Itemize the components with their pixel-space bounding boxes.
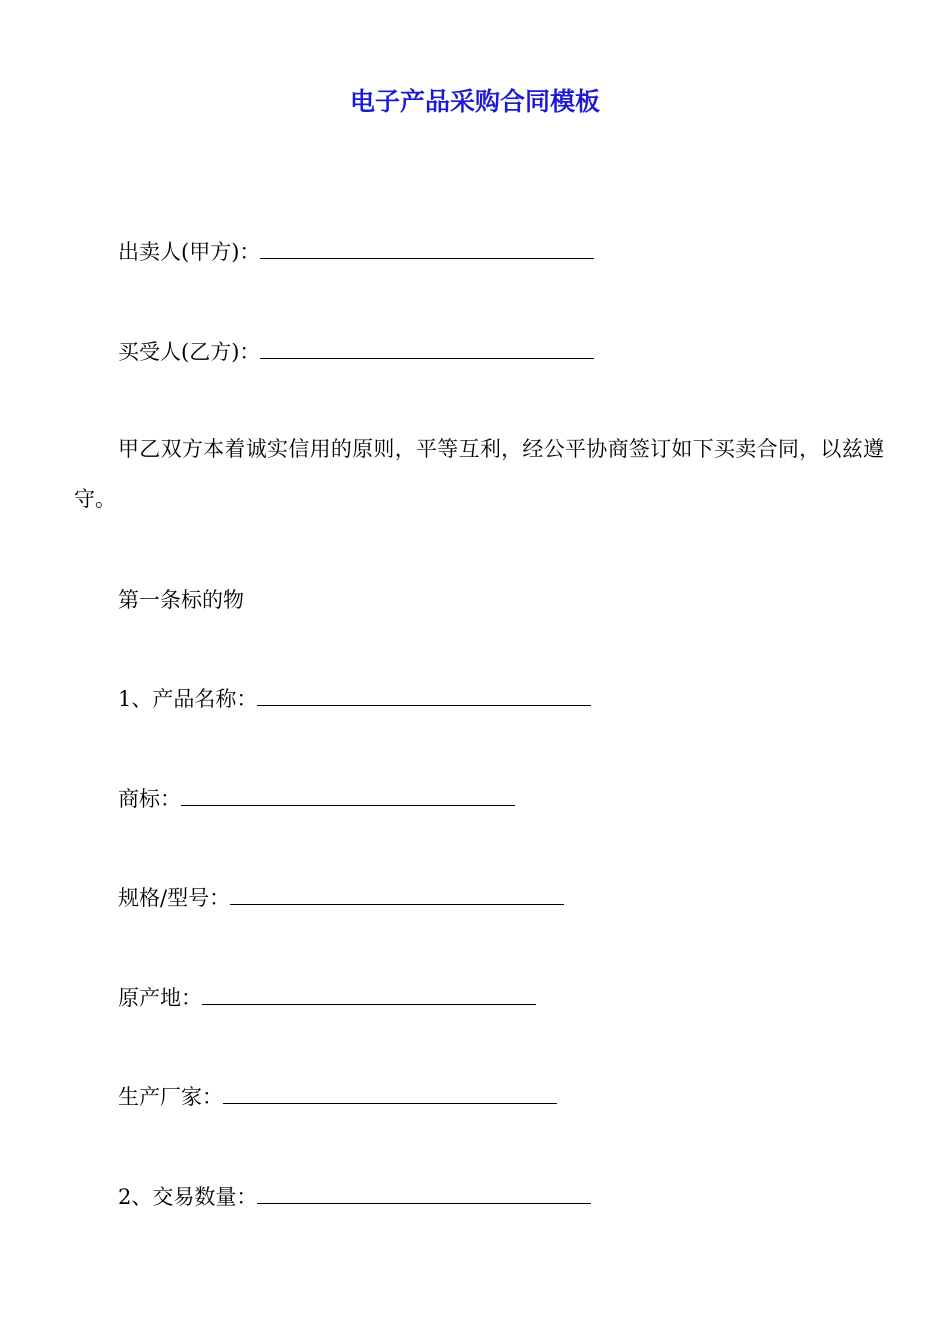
quantity-line <box>118 1182 591 1212</box>
preamble-paragraph: 甲乙双方本着诚实信用的原则，平等互利，经公平协商签订如下买卖合同，以兹遵守。 <box>74 437 884 511</box>
trademark-label: 商标： <box>118 787 181 811</box>
buyer-blank <box>260 338 594 359</box>
trademark-line <box>118 784 515 814</box>
document-title: 电子产品采购合同模板 <box>349 87 600 116</box>
seller-label: 出卖人(甲方)： <box>118 240 261 264</box>
manufacturer-blank <box>223 1083 557 1104</box>
product-name-blank <box>257 685 591 706</box>
buyer-line <box>118 337 594 367</box>
spec-blank <box>230 884 564 905</box>
product-name-line <box>118 684 591 714</box>
spec-line <box>118 883 564 913</box>
origin-blank <box>202 984 536 1005</box>
quantity-label: 2、交易数量： <box>118 1185 258 1209</box>
spec-label: 规格/型号： <box>118 886 231 910</box>
product-name-label: 1、产品名称： <box>118 687 258 711</box>
seller-line <box>118 237 594 267</box>
origin-line <box>118 983 536 1013</box>
article1-heading: 第一条标的物 <box>118 588 244 612</box>
buyer-label: 买受人(乙方)： <box>118 340 261 364</box>
quantity-blank <box>257 1183 591 1204</box>
manufacturer-line <box>118 1082 557 1112</box>
seller-blank <box>260 238 594 259</box>
trademark-blank <box>181 785 515 806</box>
article1-heading-line <box>118 585 244 615</box>
origin-label: 原产地： <box>118 986 202 1010</box>
manufacturer-label: 生产厂家： <box>118 1085 223 1109</box>
